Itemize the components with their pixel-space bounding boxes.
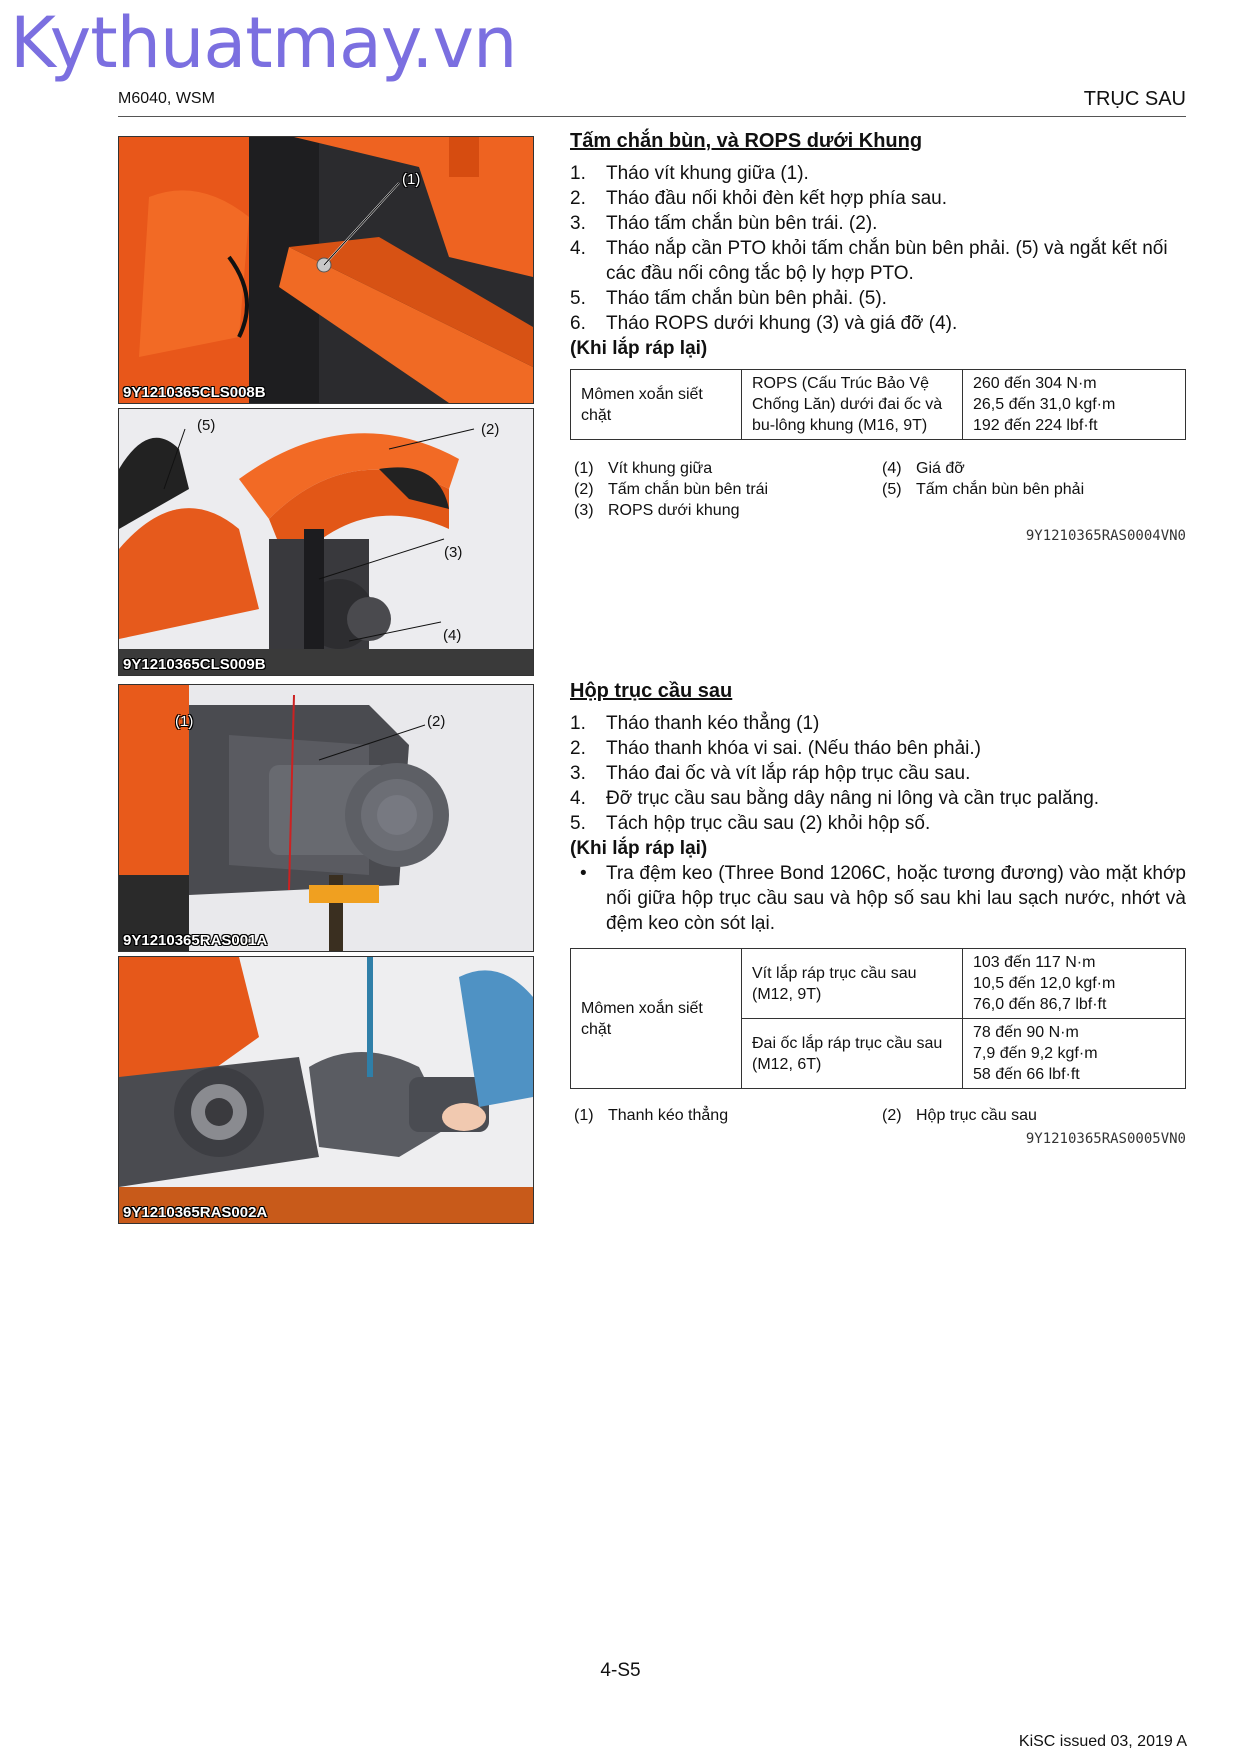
callout-1: (1)	[175, 713, 194, 730]
torque-values: 103 đến 117 N·m 10,5 đến 12,0 kgf·m 76,0 đến 86,7 lbf·ft	[963, 949, 1186, 1019]
step-item: 5. Tách hộp trục cầu sau (2) khỏi hộp số.	[570, 813, 931, 834]
section-rear-axle-case	[570, 680, 1186, 1147]
header-divider	[118, 116, 1186, 117]
torque-label: Mômen xoắn siết chặt	[571, 370, 742, 440]
reference-code: 9Y1210365RAS0005VN0	[1025, 1131, 1186, 1147]
header-manual-id: M6040, WSM	[118, 90, 215, 107]
reassembly-heading: (Khi lắp ráp lại)	[570, 838, 708, 859]
torque-table	[570, 948, 1186, 1089]
torque-label: Mômen xoắn siết chặt	[571, 949, 742, 1089]
section-title: Hộp trục cầu sau	[570, 680, 733, 702]
photo-id: 9Y1210365CLS008B	[123, 384, 266, 401]
torque-item: Đai ốc lắp ráp trục cầu sau (M12, 6T)	[742, 1019, 963, 1089]
callout-2: (2)	[481, 421, 500, 438]
callout-1: (1)	[402, 171, 421, 188]
photo-2-illustration	[119, 409, 533, 675]
page-number: 4-S5	[600, 1660, 641, 1681]
part-legend	[570, 1105, 1186, 1127]
torque-item: ROPS (Cấu Trúc Bảo Vệ Chống Lăn) dưới đai ốc và bu-lông khung (M16, 9T)	[742, 370, 963, 440]
legend-item: (1) Vít khung giữa	[574, 460, 713, 477]
watermark: Kythuatmay.vn	[10, 2, 517, 84]
photo-id: 9Y1210365RAS001A	[123, 932, 268, 949]
torque-values: 260 đến 304 N·m 26,5 đến 31,0 kgf·m 192 đến 224 lbf·ft	[963, 370, 1186, 440]
torque-item: Vít lắp ráp trục cầu sau (M12, 9T)	[742, 949, 963, 1019]
callout-5: (5)	[197, 417, 216, 434]
step-item: 4. Đỡ trục cầu sau bằng dây nâng ni lông và cần trục palăng.	[570, 788, 1100, 809]
part-legend	[570, 458, 1186, 524]
step-item: 3. Tháo đai ốc và vít lắp ráp hộp trục cầu sau.	[570, 763, 971, 784]
step-item: 5. Tháo tấm chắn bùn bên phải. (5).	[570, 288, 887, 309]
section-fender-rops	[570, 130, 1186, 544]
header-chapter-title: TRỤC SAU	[1083, 88, 1186, 110]
photo-axle-removed	[118, 956, 534, 1224]
step-list	[570, 711, 1186, 836]
photo-4-illustration	[119, 957, 533, 1223]
legend-item: (2) Hộp trục cầu sau	[882, 1107, 1037, 1124]
legend-item: (1) Thanh kéo thẳng	[574, 1107, 729, 1124]
legend-item: (3) ROPS dưới khung	[574, 502, 740, 519]
step-item: 4. Tháo nắp cần PTO khỏi tấm chắn bùn bên phải. (5) và ngắt kết nối các đầu nối công tắc bộ ly hợp PTO.	[570, 238, 1168, 284]
step-item: 1. Tháo vít khung giữa (1).	[570, 163, 809, 184]
reference-code: 9Y1210365RAS0004VN0	[1025, 528, 1186, 544]
legend-item: (4) Giá đỡ	[882, 460, 965, 477]
callout-3: (3)	[444, 544, 463, 561]
torque-table	[570, 369, 1186, 440]
issue-note: KiSC issued 03, 2019 A	[1018, 1733, 1187, 1750]
step-item: 2. Tháo đầu nối khỏi đèn kết hợp phía sau.	[570, 188, 947, 209]
photo-id: 9Y1210365RAS002A	[123, 1204, 268, 1221]
step-item: 1. Tháo thanh kéo thẳng (1)	[570, 713, 820, 734]
callout-4: (4)	[443, 627, 462, 644]
torque-values: 78 đến 90 N·m 7,9 đến 9,2 kgf·m 58 đến 66 lbf·ft	[963, 1019, 1186, 1089]
bullet-icon: •	[580, 863, 587, 884]
callout-2: (2)	[427, 713, 446, 730]
legend-item: (5) Tấm chắn bùn bên phải	[882, 481, 1085, 498]
photo-1-illustration	[119, 137, 533, 403]
step-item: 6. Tháo ROPS dưới khung (3) và giá đỡ (4).	[570, 313, 958, 334]
photo-fenders-rops	[118, 408, 534, 676]
reassembly-heading: (Khi lắp ráp lại)	[570, 338, 708, 359]
photo-id: 9Y1210365CLS009B	[123, 656, 266, 673]
photo-rear-axle-case	[118, 684, 534, 952]
step-item: 3. Tháo tấm chắn bùn bên trái. (2).	[570, 213, 878, 234]
section-title: Tấm chắn bùn, và ROPS dưới Khung	[570, 130, 923, 152]
sealant-note: • Tra đệm keo (Three Bond 1206C, hoặc tương đương) vào mặt khớp nối giữa hộp trục cầu sau và hộp số sau khi lau sạch nước, nhớt và đệm keo còn sót lại.	[580, 863, 1186, 934]
legend-item: (2) Tấm chắn bùn bên trái	[574, 481, 769, 498]
step-item: 2. Tháo thanh khóa vi sai. (Nếu tháo bên phải.)	[570, 738, 981, 759]
photo-fender-frame-bolt	[118, 136, 534, 404]
step-list	[570, 161, 1186, 336]
